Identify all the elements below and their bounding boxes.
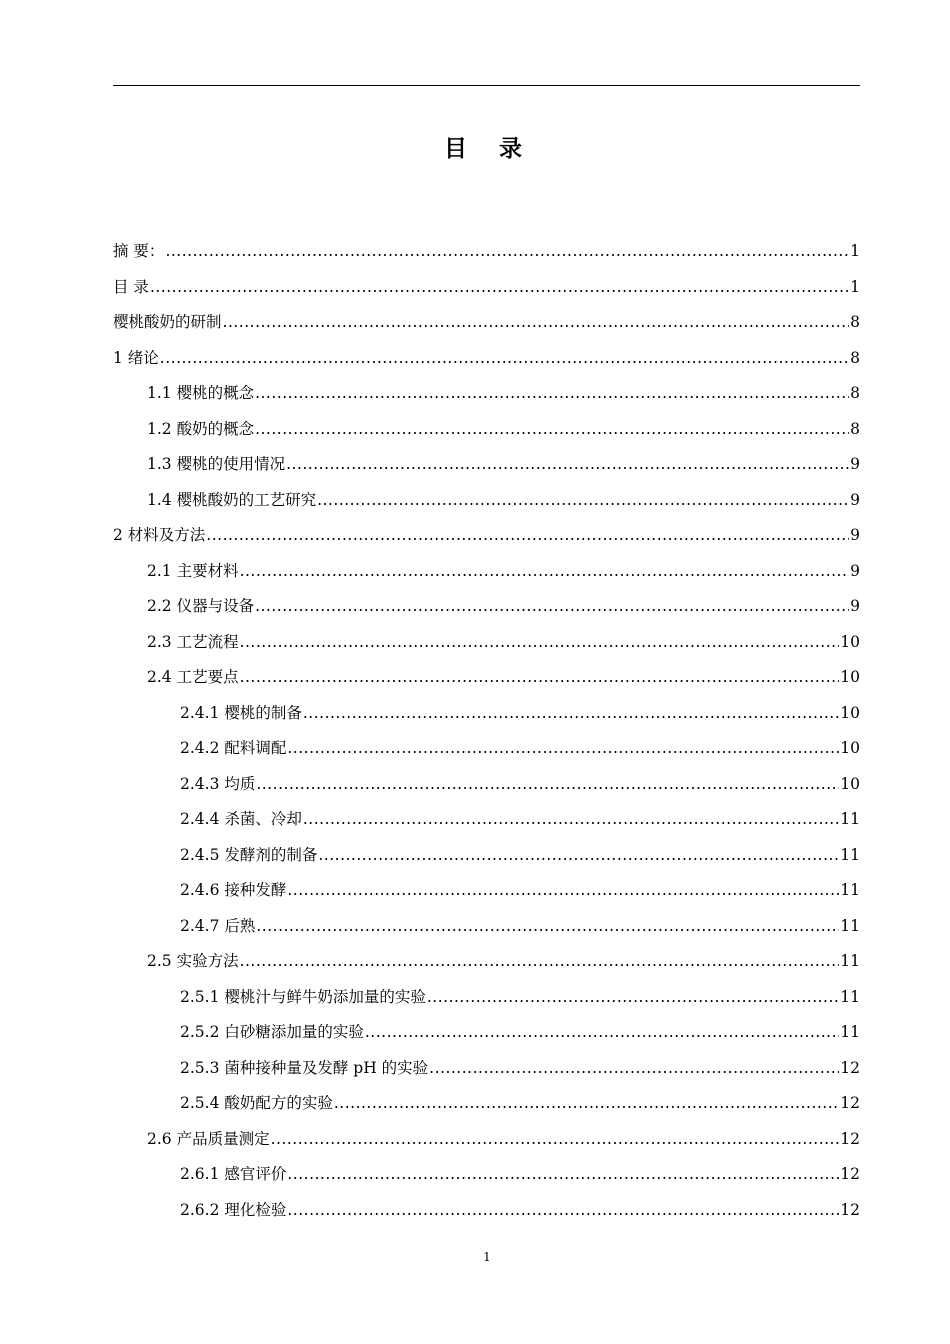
toc-entry[interactable] (180, 838, 860, 873)
toc-entry-label: 1.3 樱桃的使用情况 (147, 455, 286, 473)
toc-dot-leader (240, 625, 840, 660)
toc-entry[interactable] (113, 270, 860, 305)
toc-dot-leader (303, 696, 839, 731)
toc-entry[interactable] (147, 483, 860, 518)
toc-entry[interactable] (147, 660, 860, 695)
toc-entry-page: 12 (840, 1165, 860, 1183)
toc-entry-page: 10 (840, 739, 860, 757)
toc-dot-leader (256, 909, 839, 944)
toc-entry-label: 2.6.2 理化检验 (180, 1200, 287, 1219)
toc-title: 目 录 (443, 136, 534, 162)
toc-dot-leader (271, 1122, 840, 1157)
toc-entry-label: 2.4.5 发酵剂的制备 (180, 845, 318, 864)
toc-dot-leader (165, 234, 849, 269)
toc-dot-leader (287, 873, 839, 908)
toc-entry-label: 2.5.3 菌种接种量及发酵 pH 的实验 (180, 1058, 429, 1077)
toc-entry-page: 8 (850, 384, 860, 402)
toc-entry-page: 11 (840, 845, 860, 864)
toc-entry-label: 2.4 工艺要点 (147, 668, 239, 686)
toc-entry[interactable] (180, 1193, 860, 1228)
toc-dot-leader (256, 767, 839, 802)
toc-dot-leader (255, 412, 849, 447)
toc-dot-leader (150, 270, 849, 305)
toc-dot-leader (317, 483, 849, 518)
toc-dot-leader (318, 838, 839, 873)
toc-entry-page: 9 (850, 526, 860, 544)
toc-dot-leader (287, 1193, 839, 1228)
toc-entry[interactable] (147, 944, 860, 979)
toc-entry-page: 9 (850, 490, 860, 509)
toc-entry-page: 10 (840, 632, 860, 651)
toc-entry-label: 2.2 仪器与设备 (147, 597, 255, 615)
toc-entry-label: 樱桃酸奶的研制 (113, 313, 222, 331)
toc-entry-page: 9 (850, 597, 860, 615)
toc-entry-label: 摘 要： (113, 242, 165, 260)
toc-entry-label: 2.4.4 杀菌、冷却 (180, 810, 302, 828)
toc-entry-label: 2 材料及方法 (113, 526, 206, 544)
toc-entry[interactable] (147, 412, 860, 447)
toc-entry-label: 1.1 樱桃的概念 (147, 384, 255, 402)
toc-entry-label: 1.2 酸奶的概念 (147, 419, 255, 438)
toc-entry[interactable] (180, 696, 860, 731)
toc-dot-leader (240, 660, 840, 695)
toc-entry-page: 8 (850, 419, 860, 438)
toc-entry-label: 2.5.1 樱桃汁与鲜牛奶添加量的实验 (180, 987, 426, 1006)
toc-entry-page: 10 (840, 774, 860, 793)
toc-dot-leader (255, 376, 849, 411)
toc-dot-leader (255, 589, 849, 624)
toc-entry-page: 12 (840, 1094, 860, 1112)
toc-dot-leader (287, 731, 839, 766)
toc-dot-leader (429, 1051, 839, 1086)
toc-entry-page: 12 (840, 1200, 860, 1219)
toc-entry[interactable] (147, 554, 860, 589)
toc-entry-label: 2.6 产品质量测定 (147, 1129, 270, 1148)
toc-dot-leader (334, 1086, 839, 1121)
toc-entry-label: 目 录 (113, 277, 149, 296)
toc-entry-label: 2.4.7 后熟 (180, 916, 256, 935)
toc-entry-label: 2.4.2 配料调配 (180, 739, 287, 757)
toc-entry-page: 8 (850, 313, 860, 331)
toc-entry-label: 2.4.3 均质 (180, 774, 256, 793)
toc-dot-leader (303, 802, 839, 837)
toc-dot-leader (206, 518, 849, 553)
toc-entry[interactable] (180, 980, 860, 1015)
toc-dot-leader (286, 447, 849, 482)
toc-entry-page: 11 (840, 952, 860, 970)
toc-entry-label: 2.1 主要材料 (147, 561, 239, 580)
toc-entry-page: 9 (850, 561, 860, 580)
toc-entry-label: 2.5.2 白砂糖添加量的实验 (180, 1023, 364, 1041)
toc-entry[interactable] (113, 234, 860, 269)
toc-dot-leader (240, 554, 850, 589)
toc-entry-label: 2.6.1 感官评价 (180, 1165, 287, 1183)
toc-dot-leader (427, 980, 839, 1015)
toc-entry-page: 11 (840, 1023, 860, 1041)
toc-entry[interactable] (180, 802, 860, 837)
toc-entry-page: 8 (850, 348, 860, 367)
toc-entry[interactable] (180, 1051, 860, 1086)
header-rule (113, 85, 860, 86)
toc-entry-page: 11 (840, 881, 860, 899)
toc-entry[interactable] (113, 305, 860, 340)
toc-dot-leader (287, 1157, 839, 1192)
toc-dot-leader (365, 1015, 839, 1050)
toc-entry-label: 2.4.1 樱桃的制备 (180, 703, 302, 722)
toc-entry-page: 11 (840, 987, 860, 1006)
toc-entry[interactable] (147, 625, 860, 660)
page-number: 1 (483, 1250, 491, 1264)
toc-entry-page: 1 (850, 277, 860, 296)
toc-entry[interactable] (147, 589, 860, 624)
toc-dot-leader (223, 305, 850, 340)
toc-entry-label: 1.4 樱桃酸奶的工艺研究 (147, 490, 317, 509)
toc-entry[interactable] (147, 447, 860, 482)
toc-entry-label: 1 绪论 (113, 348, 159, 367)
toc-entry[interactable] (147, 376, 860, 411)
toc-entry-label: 2.3 工艺流程 (147, 632, 239, 651)
toc-entry[interactable] (113, 518, 860, 553)
toc-dot-leader (160, 341, 849, 376)
toc-entry[interactable] (180, 767, 860, 802)
toc-entry[interactable] (180, 873, 860, 908)
toc-entry-page: 10 (840, 668, 860, 686)
toc-entry[interactable] (113, 341, 860, 376)
toc-entry-page: 1 (850, 242, 860, 260)
toc-dot-leader (240, 944, 840, 979)
toc-entry-page: 12 (840, 1129, 860, 1148)
toc-entry-page: 10 (840, 703, 860, 722)
toc-entry[interactable] (180, 731, 860, 766)
toc-entry[interactable] (147, 1122, 860, 1157)
toc-entry-page: 11 (840, 916, 860, 935)
toc-entry-page: 11 (840, 810, 860, 828)
toc-entry-page: 9 (850, 455, 860, 473)
toc-entry-label: 2.4.6 接种发酵 (180, 881, 287, 899)
toc-entry-label: 2.5.4 酸奶配方的实验 (180, 1094, 333, 1112)
toc-entry[interactable] (180, 909, 860, 944)
toc-entry[interactable] (180, 1157, 860, 1192)
toc-entry-label: 2.5 实验方法 (147, 952, 239, 970)
toc-entry[interactable] (180, 1015, 860, 1050)
toc-entry-page: 12 (840, 1058, 860, 1077)
toc-entry[interactable] (180, 1086, 860, 1121)
